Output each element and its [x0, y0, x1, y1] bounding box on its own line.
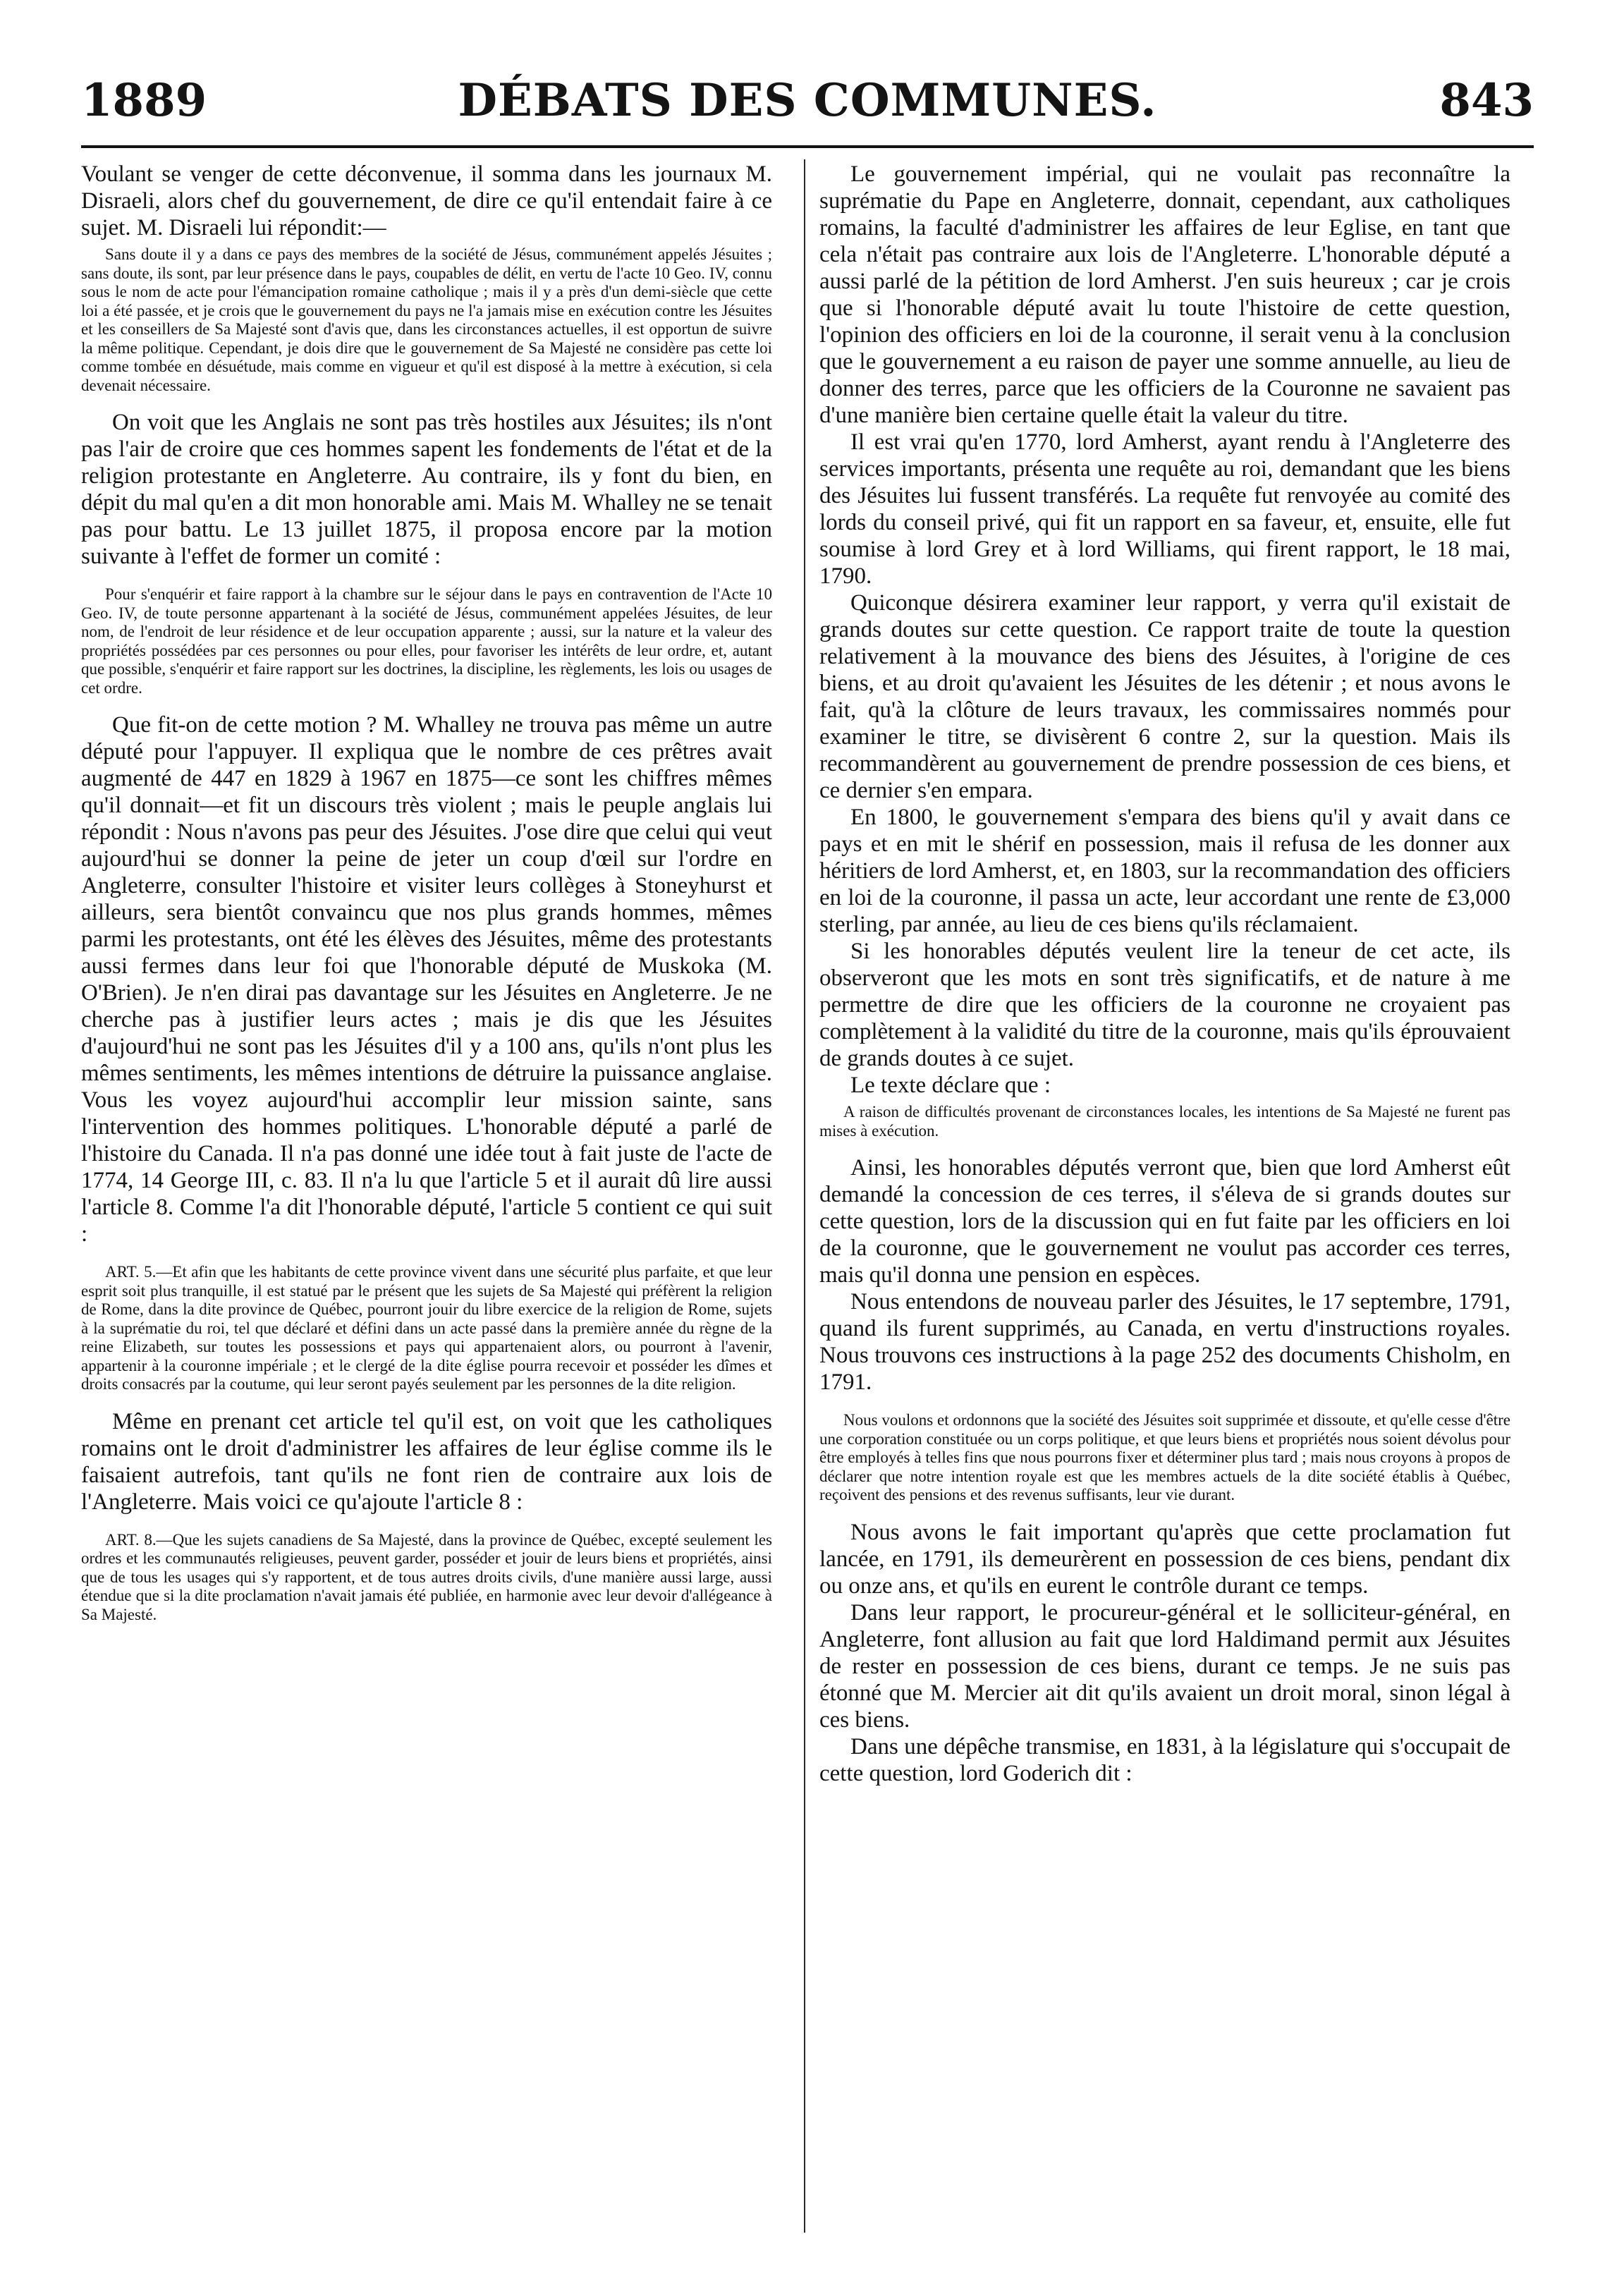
paragraph: Si les honorables députés veulent lire la teneur de cet acte, ils observeront que les mots en sont très significatifs, et de nature à me permettre de dire que les officiers de la couronne ne croyaient pas complètement à la validité du titre de la couronne, mais qu'ils éprouvaient de grands doutes à ce sujet.	[819, 939, 1510, 1071]
paragraph: Voulant se venger de cette déconvenue, il somma dans les journaux M. Disraeli, alors chef du gouvernement, de dire ce qu'il entendait faire à ce sujet. M. Disraeli lui répondit:—	[81, 161, 772, 240]
block-quote: Pour s'enquérir et faire rapport à la chambre sur le séjour dans le pays en contravention de l'Acte 10 Geo. IV, de toute personne appartenant à la société de Jésus, communément appelées Jésuites, de leur nom, de l'endroit de leur résidence et de leur occupation apparente ; aussi, sur la nature et la valeur des propriétés possédées par ces personnes ou pour elles, pour favoriser les intérêts de leur ordre, et, autant que possible, s'enquérir et faire rapport sur les doctrines, la discipline, les règlements, les lois ou usages de cet ordre.	[81, 585, 772, 697]
block-quote: Nous voulons et ordonnons que la société des Jésuites soit supprimée et dissoute, et qu'elle cesse d'être une corporation constituée ou un corps politique, et que leurs biens et propriétés nous soient dévolus pour être employés à telles fins que nous pourrons fixer et déterminer plus tard ; mais nous croyons à propos de déclarer que notre intention royale est que les membres actuels de la dite société établis à Québec, reçoivent des pensions et des revenus suffisants, leur vie durant.	[819, 1411, 1510, 1503]
header-page-number: 843	[1439, 74, 1534, 127]
left-column	[81, 161, 772, 2241]
header-title: DÉBATS DES COMMUNES.	[458, 74, 1157, 127]
paragraph: Dans une dépêche transmise, en 1831, à la législature qui s'occupait de cette question, lord Goderich dit :	[819, 1733, 1510, 1786]
block-quote: A raison de difficultés provenant de circonstances locales, les intentions de Sa Majesté ne furent pas mises à exécution.	[819, 1103, 1510, 1140]
block-quote: Sans doute il y a dans ce pays des membres de la société de Jésus, communément appelés Jésuites ; sans doute, ils sont, par leur présence dans le pays, coupables de délit, en vertu de l'acte 10 Geo. IV, connu sous le nom de acte pour l'émancipation romaine catholique ; mais il y a près d'un demi-siècle que cette loi a été passée, et je crois que le gouvernement du pays ne l'a jamais mise en exécution contre les Jésuites et les conseillers de Sa Majesté sont d'avis que, dans les circonstances actuelles, il est opportun de suivre la même politique. Cependant, je dois dire que le gouvernement de Sa Majesté ne considère pas cette loi comme tombée en désuétude, mais comme en vigueur et qu'il est disposé à la mettre à exécution, si cela devenait nécessaire.	[81, 245, 772, 394]
paragraph: On voit que les Anglais ne sont pas très hostiles aux Jésuites; ils n'ont pas l'air de croire que ces hommes sapent les fondements de l'état et de la religion protestante en Angleterre. Au contraire, ils y font du bien, en dépit du mal qu'en a dit mon honorable ami. Mais M. Whalley ne se tenait pas pour battu. Le 13 juillet 1875, il proposa encore par la motion suivante à l'effet de former un comité :	[81, 410, 772, 569]
paragraph: En 1800, le gouvernement s'empara des biens qu'il y avait dans ce pays et en mit le shérif en possession, mais il refusa de les donner aux héritiers de lord Amherst, et, en 1803, sur la recommandation des officiers en loi de la couronne, il passa un acte, leur accordant une rente de £3,000 sterling, par année, au lieu de ces biens qu'ils réclamaient.	[819, 805, 1510, 937]
header-year: 1889	[81, 74, 207, 127]
block-quote: ART. 8.—Que les sujets canadiens de Sa Majesté, dans la province de Québec, excepté seulement les ordres et les communautés religieuses, peuvent garder, posséder et jouir de leurs biens et propriétés, ainsi que de tous les usages qui s'y rapportent, et de tous autres droits civils, d'une manière aussi large, aussi étendue que si la dite proclamation n'avait jamais été publiée, en harmonie avec leur devoir d'allégeance à Sa Majesté.	[81, 1530, 772, 1623]
page-header	[81, 69, 1534, 140]
paragraph: Quiconque désirera examiner leur rapport, y verra qu'il existait de grands doutes sur cette question. Ce rapport traite de toute la question relativement à la mouvance des biens des Jésuites, à l'origine de ces biens, et au droit qu'avaient les Jésuites de les détenir ; et nous avons le fait, qu'à la clôture de leurs travaux, les commissaires nommés pour examiner le titre, se divisèrent 6 contre 2, sur la question. Mais ils recommandèrent au gouvernement de prendre possession de ces biens, et ce dernier s'en empara.	[819, 590, 1510, 803]
paragraph: Nous avons le fait important qu'après que cette proclamation fut lancée, en 1791, ils demeurèrent en possession de ces biens, pendant dix ou onze ans, et qu'ils en eurent le contrôle durant ce temps.	[819, 1519, 1510, 1599]
paragraph: Il est vrai qu'en 1770, lord Amherst, ayant rendu à l'Angleterre des services importants, présenta une requête au roi, demandant que les biens des Jésuites lui fussent transférés. La requête fut renvoyée au comité des lords du conseil privé, qui fit un rapport en sa faveur, et, ensuite, elle fut soumise à lord Grey et à lord Williams, qui firent rapport, le 18 mai, 1790.	[819, 429, 1510, 589]
paragraph: Le texte déclare que :	[850, 1073, 1051, 1098]
paragraph: Le gouvernement impérial, qui ne voulait pas reconnaître la suprématie du Pape en Angleterre, donnait, cependant, aux catholiques romains, la faculté d'administrer les affaires de leur Eglise, en tant que cela n'était pas contraire aux lois de l'Angleterre. L'honorable député a aussi parlé de la pétition de lord Amherst. J'en suis heureux ; car je crois que si l'honorable député avait lu toute l'histoire de cette question, l'opinion des officiers en loi de la couronne, il serait venu à la conclusion que le gouvernement a eu raison de payer une somme annuelle, au lieu de donner des terres, parce que les officiers de la Couronne ne savaient pas d'une manière bien certaine quelle était la valeur du titre.	[819, 161, 1510, 428]
header-rule	[81, 145, 1534, 148]
paragraph: Nous entendons de nouveau parler des Jésuites, le 17 septembre, 1791, quand ils furent supprimés, au Canada, en vertu d'instructions royales. Nous trouvons ces instructions à la page 252 des documents Chisholm, en 1791.	[819, 1289, 1510, 1395]
paragraph: Dans leur rapport, le procureur-général et le solliciteur-général, en Angleterre, font allusion au fait que lord Haldimand permit aux Jésuites de rester en possession de ces biens, durant ce temps. Je ne suis pas étonné que M. Mercier ait dit qu'ils avaient un droit moral, sinon légal à ces biens.	[819, 1599, 1510, 1733]
paragraph: Ainsi, les honorables députés verront que, bien que lord Amherst eût demandé la concession de ces terres, il s'éleva de si grands doutes sur cette question, lors de la discussion qui en fut faite par les officiers en loi de la couronne, que le gouvernement ne voulut pas accorder ces terres, mais qu'il donna une pension en espèces.	[819, 1155, 1510, 1288]
paragraph: Même en prenant cet article tel qu'il est, on voit que les catholiques romains ont le droit d'administrer les affaires de leur église comme ils le faisaient autrefois, tant qu'ils ne font rien de contraire aux lois de l'Angleterre. Mais voici ce qu'ajoute l'article 8 :	[81, 1408, 772, 1515]
column-divider	[804, 159, 805, 2233]
paragraph: Que fit-on de cette motion ? M. Whalley ne trouva pas même un autre député pour l'appuyer. Il expliqua que le nombre de ces prêtres avait augmenté de 447 en 1829 à 1967 en 1875—ce sont les chiffres mêmes qu'il donnait—et fit un discours très violent ; mais le peuple anglais lui répondit : Nous n'avons pas peur des Jésuites. J'ose dire que celui qui veut aujourd'hui se donner la peine de jeter un coup d'œil sur l'ordre en Angleterre, consulter l'histoire et visiter leurs collèges à Stoneyhurst et ailleurs, sera bientôt convaincu que nos plus grands hommes, mêmes parmi les protestants, ont été les élèves des Jésuites, même des protestants aussi fermes dans leur foi que l'honorable député de Muskoka (M. O'Brien). Je n'en dirai pas davantage sur les Jésuites en Angleterre. Je ne cherche pas à justifier leurs actes ; mais je dis que les Jésuites d'aujourd'hui ne sont pas les Jésuites d'il y a 100 ans, qu'ils n'ont plus les mêmes sentiments, les mêmes intentions de détruire la puissance anglaise. Vous les voyez aujourd'hui accomplir leur mission sainte, sans l'intervention des hommes politiques. L'honorable député a parlé de l'histoire du Canada. Il n'a pas donné une idée tout à fait juste de l'acte de 1774, 14 George III, c. 83. Il n'a lu que l'article 5 et il aurait dû lire aussi l'article 8. Comme l'a dit l'honorable député, l'article 5 contient ce qui suit :	[81, 712, 772, 1247]
right-column	[819, 161, 1510, 2241]
block-quote: ART. 5.—Et afin que les habitants de cette province vivent dans une sécurité plus parfaite, et que leur esprit soit plus tranquille, il est statué par le présent que les sujets de Sa Majesté qui préfèrent la religion de Rome, dans la dite province de Québec, pourront jouir du libre exercice de la religion de Rome, sujets à la suprématie du roi, tel que déclaré et défini dans un acte passé dans la première année du règne de la reine Elizabeth, sur toutes les possessions et pays qui appartenaient alors, ou pourront à l'avenir, appartenir à la couronne impériale ; et le clergé de la dite église pourra recevoir et posséder les dîmes et droits consacrés par la coutume, qui leur seront payés seulement par les personnes de la dite religion.	[81, 1263, 772, 1393]
